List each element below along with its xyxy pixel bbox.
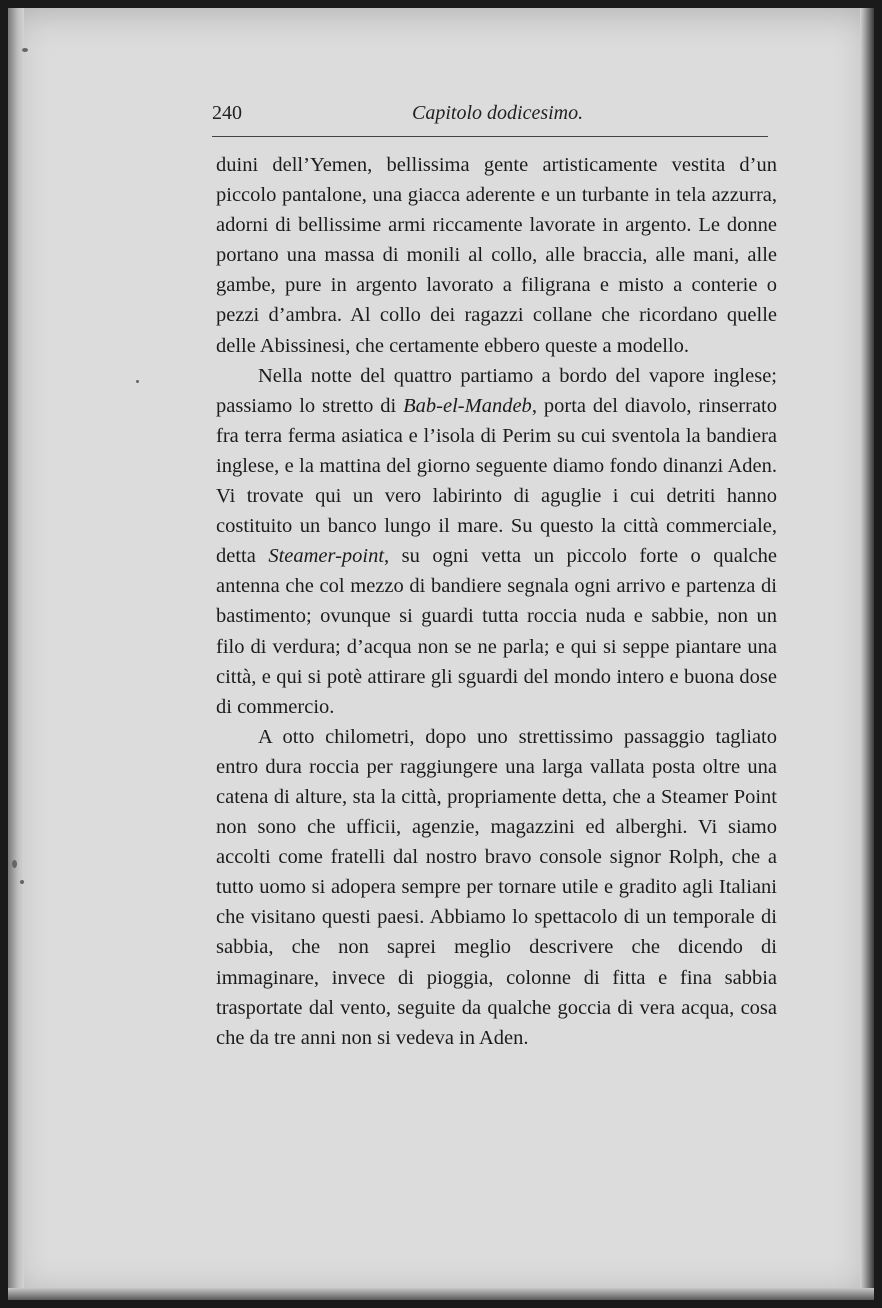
paper-speck [22, 48, 28, 52]
page-bottom-edge [8, 1288, 874, 1300]
paragraph-1: duini dell’Yemen, bellissima gente artisticamente vestita d’un piccolo pantalone, una giacca aderente e un turbante in tela azzurra, adorni di bellissime armi riccamente lavorate in argento. Le donne portano una massa di monili al collo, alle braccia, alle mani, alle gambe, pure in argento lavorato a filigrana e misto a conterie o pezzi d’ambra. Al collo dei ragazzi collane che ricordano quelle delle Abissinesi, che certamente ebbero queste a modello. [216, 154, 777, 357]
paragraph-2 [216, 361, 777, 722]
paragraph-2-text: Nella notte del quattro partiamo a bordo del vapore inglese; passiamo lo stretto di [216, 364, 777, 417]
place-name-italic: Steamer-point [268, 545, 385, 568]
paragraph-2-text: , porta del diavolo, rinserrato fra terra ferma asiatica e l’isola di Perim su cui sventola la bandiera inglese, e la mattina del giorno seguente diamo fondo dinanzi Aden. Vi trovate qui un vero labirinto di aguglie i cui detriti hanno costituito un banco lungo il mare. Su questo la città commerciale, detta [216, 394, 777, 568]
body-text [216, 150, 777, 1053]
chapter-title: Capitolo dodicesimo. [412, 102, 584, 124]
page-left-edge [8, 8, 24, 1300]
paragraph-3: A otto chilometri, dopo uno strettissimo passaggio tagliato entro dura roccia per raggiungere una larga vallata posta oltre una catena di alture, sta la città, propriamente detta, che a Steamer Point non sono che ufficii, agenzie, magazzini ed alberghi. Vi siamo accolti come fratelli dal nostro bravo console signor Rolph, che a tutto uomo si adopera sempre per tornare utile e gradito agli Italiani che visitano questi paesi. Abbiamo lo spettacolo di un temporale di sabbia, che non saprei meglio descrivere che dicendo di immaginare, invece di pioggia, colonne di fitta e fina sabbia trasportate dal vento, seguite da qualche goccia di vera acqua, cosa che da tre anni non si vedeva in Aden. [216, 725, 777, 1049]
paragraph-2-text: , su ogni vetta un piccolo forte o qualche antenna che col mezzo di bandiere segnala ogni arrivo e partenza di bastimento; ovunque si guardi tutta roccia nuda e sabbie, non un filo di verdura; d’acqua non se ne parla; e qui si seppe piantare una città, e qui si potè attirare gli sguardi del mondo intero e buona dose di commercio. [216, 545, 777, 718]
page-number: 240 [212, 102, 242, 124]
place-name-italic: Bab-el-Mandeb [403, 394, 532, 417]
paper-speck [20, 880, 24, 884]
paper-speck [136, 380, 139, 383]
paper-speck [12, 860, 17, 868]
page-right-edge [860, 8, 874, 1300]
header-rule [212, 136, 768, 137]
running-head [212, 102, 768, 130]
